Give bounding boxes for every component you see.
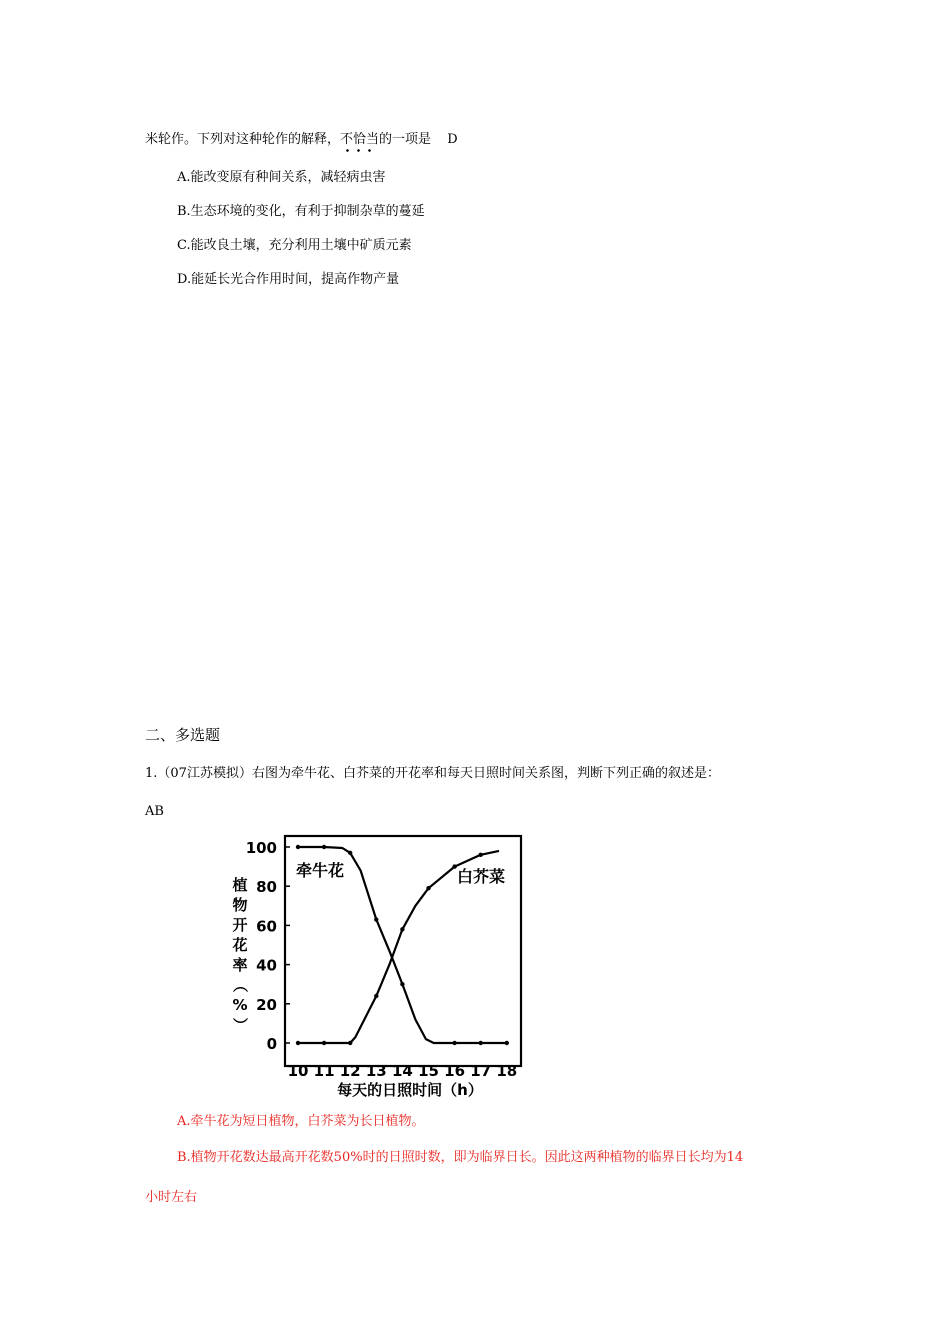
y-axis-label-char: 开 [232, 916, 248, 934]
option-d: D.能延长光合作用时间，提高作物产量 [177, 272, 400, 287]
y-tick-label: 40 [256, 956, 277, 975]
x-axis-ticks [288, 1062, 518, 1080]
data-point [400, 927, 404, 931]
data-point [400, 982, 404, 986]
series-label-white-mustard: 白芥菜 [457, 867, 506, 886]
y-tick-label: 0 [266, 1035, 277, 1053]
x-tick-label: 12 [339, 1062, 361, 1080]
y-axis-label [231, 876, 249, 1033]
y-tick-label: 100 [245, 839, 277, 857]
data-point [322, 845, 326, 849]
data-point [426, 886, 430, 890]
data-point [479, 1041, 483, 1045]
x-tick-label: 16 [444, 1062, 466, 1080]
x-tick-label: 13 [365, 1062, 387, 1080]
answer-label: D [447, 132, 458, 147]
series-label-morning-glory: 牵牛花 [296, 861, 345, 880]
y-axis-ticks [246, 839, 290, 1053]
data-point [374, 994, 378, 998]
answer-label: AB [145, 804, 164, 819]
option-c: C.能改良土壤，充分利用土壤中矿质元素 [177, 238, 412, 253]
data-point [348, 851, 352, 855]
y-tick-label: 20 [256, 995, 277, 1014]
x-tick-label: 17 [470, 1062, 492, 1080]
y-tick-label: 60 [256, 917, 277, 936]
data-point [296, 1041, 300, 1045]
option-a: A.能改变原有种间关系，减轻病虫害 [177, 170, 386, 185]
x-axis-label: 每天的日照时间（h） [337, 1081, 483, 1099]
explanation-a: A.牵牛花为短日植物，白芥菜为长日植物。 [177, 1114, 425, 1129]
y-axis-label-char: % [232, 996, 248, 1014]
data-point [322, 1041, 326, 1045]
data-point [479, 853, 483, 857]
data-point [296, 845, 300, 849]
y-axis-label-char: 花 [232, 936, 248, 954]
explanation-b: B.植物开花数达最高开花数50%时的日照时数，即为临界日长。因此这两种植物的临界日长均为14 [177, 1150, 744, 1165]
data-point [348, 1041, 352, 1045]
option-b: B.生态环境的变化，有利于抑制杂草的蔓延 [177, 204, 425, 219]
y-tick-label: 80 [256, 878, 277, 897]
section-title: 二、多选题 [145, 726, 221, 744]
question-stem [145, 128, 458, 147]
explanation-b-cont: 小时左右 [145, 1190, 198, 1205]
data-point [452, 1041, 456, 1045]
x-tick-label: 11 [313, 1062, 335, 1080]
stem-end: 的一项是 [379, 132, 432, 147]
question-stem: 1.（07江苏模拟）右图为牵牛花、白芥菜的开花率和每天日照时间关系图，判断下列正确的叙述是： [145, 766, 720, 781]
y-axis-label-char: 物 [232, 896, 248, 914]
x-tick-label: 10 [287, 1062, 309, 1080]
x-tick-label: 14 [391, 1062, 413, 1080]
y-axis-label-char: 率 [232, 956, 248, 974]
data-point [374, 917, 378, 921]
data-point [505, 1041, 509, 1045]
stem-start: 米轮作。下列对这种轮作的解释， [145, 132, 341, 147]
stem-emphasis: 不恰当 [340, 132, 379, 147]
x-tick-label: 15 [418, 1062, 439, 1080]
y-axis-label-char: 植 [232, 876, 248, 894]
y-axis-label-char: ） [231, 1017, 249, 1033]
y-axis-label-char: （ [231, 977, 249, 993]
flowering-rate-chart [222, 830, 532, 1105]
x-tick-label: 18 [496, 1062, 518, 1080]
